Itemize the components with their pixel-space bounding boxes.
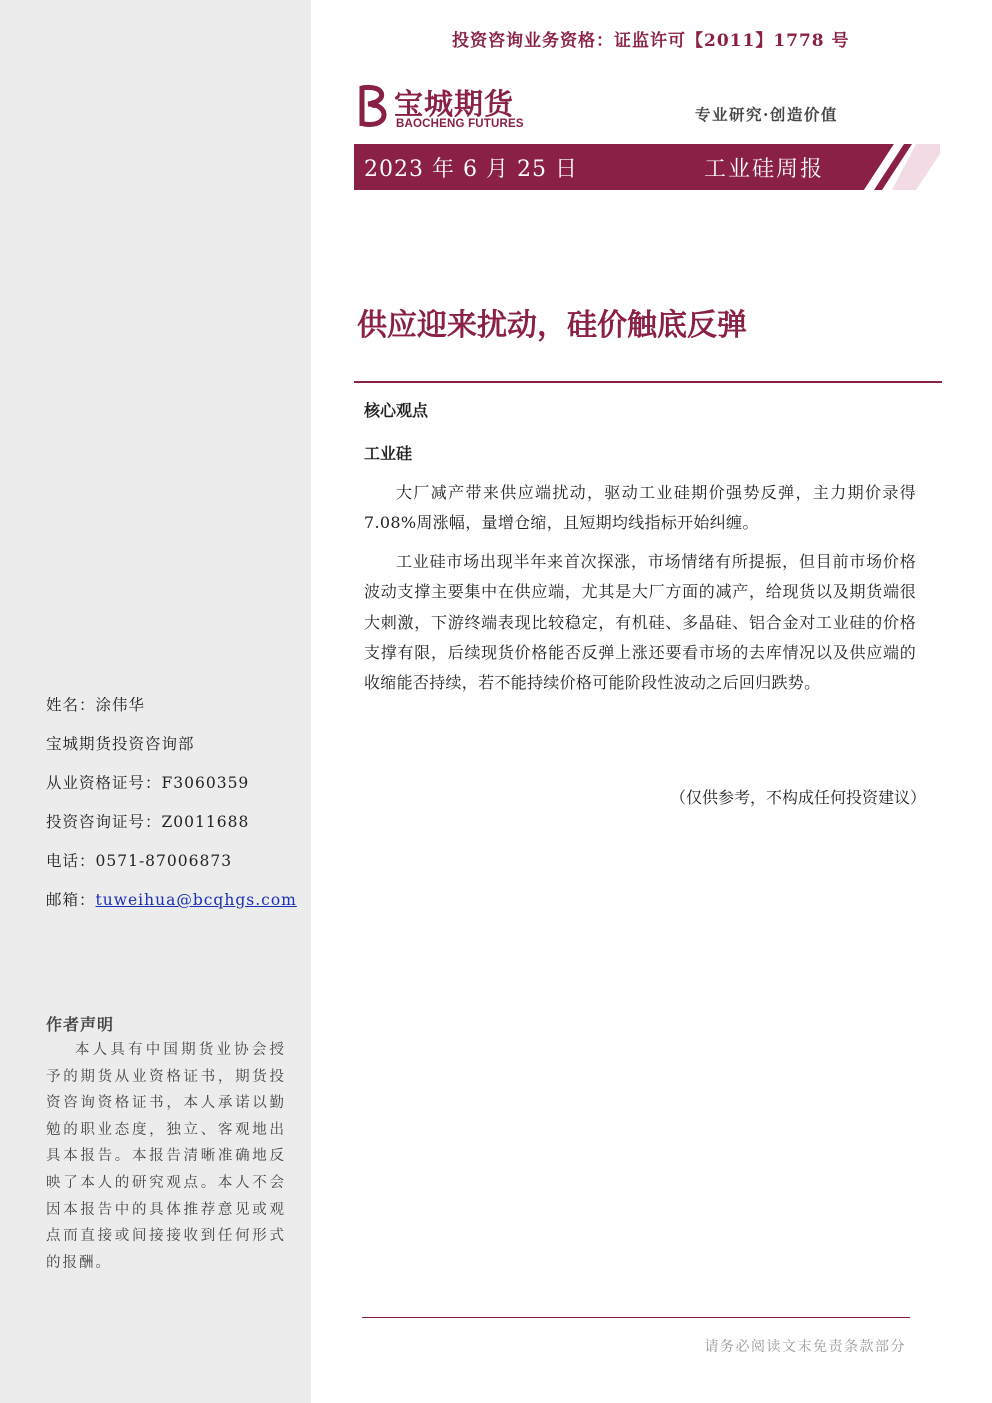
email-row bbox=[46, 888, 297, 910]
analyst-name: 姓名：涂伟华 bbox=[46, 696, 146, 714]
qualification-number: 从业资格证号：F3060359 bbox=[46, 774, 250, 792]
disclaimer-note: （仅供参考，不构成任何投资建议） bbox=[669, 788, 926, 807]
footer-note: 请务必阅读文末免责条款部分 bbox=[704, 1339, 906, 1355]
report-title: 供应迎来扰动，硅价触底反弹 bbox=[357, 308, 747, 343]
license-text: 投资咨询业务资格：证监许可【2011】1778 号 bbox=[452, 31, 850, 51]
silicon-heading: 工业硅 bbox=[364, 444, 413, 463]
analyst-department: 宝城期货投资咨询部 bbox=[46, 735, 195, 753]
core-view-heading: 核心观点 bbox=[364, 401, 429, 420]
phone-number: 电话：0571-87006873 bbox=[46, 852, 233, 870]
author-statement-text: 本人具有中国期货业协会授予的期货从业资格证书，期货投资咨询资格证书，本人承诺以勤勉的职业态度，独立、客观地出具本报告。本报告清晰准确地反映了本人的研究观点。本人不会因本报告中的具体推荐意见或观点而直接或间接接收到任何形式的报酬。 bbox=[46, 1042, 286, 1271]
title-divider bbox=[354, 381, 942, 383]
paragraph-1: 大厂减产带来供应端扰动，驱动工业硅期价强势反弹，主力期价录得 7.08%周涨幅，量增仓缩，且短期均线指标开始纠缠。 bbox=[364, 483, 916, 533]
email-label: 邮箱： bbox=[46, 891, 96, 909]
logo-b-icon bbox=[356, 82, 392, 130]
footer-divider bbox=[362, 1317, 910, 1318]
paragraph-2: 工业硅市场出现半年来首次探涨，市场情绪有所提振，但目前市场价格波动支撑主要集中在供应端，尤其是大厂方面的减产，给现货以及期货端很大刺激，下游终端表现比较稳定，有机硅、多晶硅、铝合金对工业硅的价格支撑有限，后续现货价格能否反弹上涨还要看市场的去库情况以及供应端的收缩能否持续，若不能持续价格可能阶段性波动之后回归跌势。 bbox=[364, 552, 916, 693]
email-link[interactable]: tuweihua@bcqhgs.com bbox=[95, 891, 297, 909]
report-type: 工业硅周报 bbox=[704, 157, 825, 182]
report-date: 2023 年 6 月 25 日 bbox=[364, 157, 578, 182]
slogan: 专业研究·创造价值 bbox=[695, 105, 838, 124]
logo-english-name: BAOCHENG FUTURES bbox=[396, 118, 524, 130]
logo-chinese-name: 宝城期货 bbox=[394, 87, 515, 121]
consulting-number: 投资咨询证号：Z0011688 bbox=[46, 813, 250, 831]
company-logo bbox=[356, 82, 526, 132]
author-statement-heading: 作者声明 bbox=[46, 1015, 115, 1034]
